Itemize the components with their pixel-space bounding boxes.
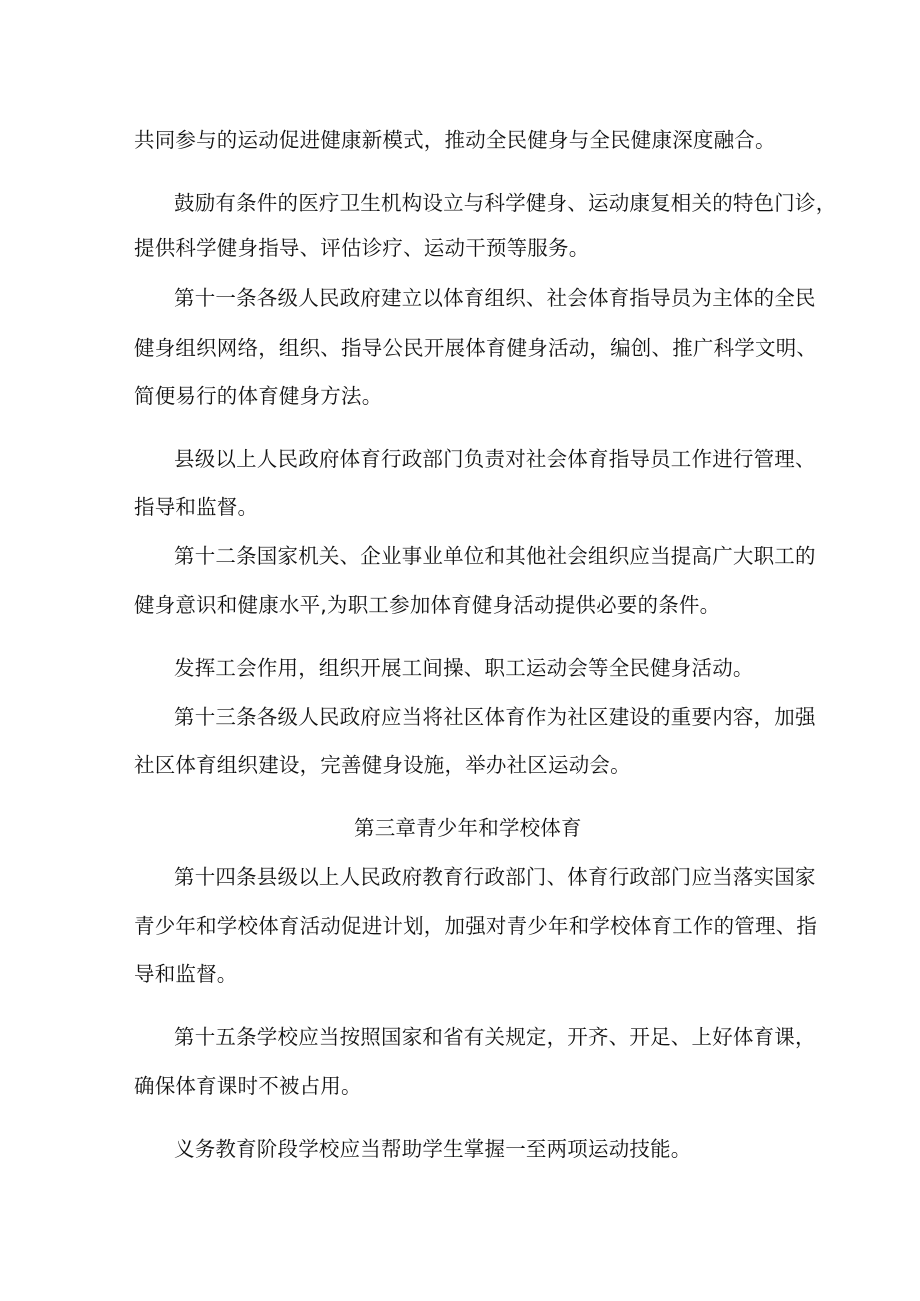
paragraph-line: 健身意识和健康水平,为职工参加体育健身活动提供必要的条件。 <box>134 593 721 617</box>
paragraph-line: 义务教育阶段学校应当帮助学生掌握一至两项运动技能。 <box>174 1137 692 1161</box>
paragraph-line: 确保体育课时不被占用。 <box>134 1074 362 1098</box>
paragraph-line: 指导和监督。 <box>134 495 259 519</box>
paragraph-line: 简便易行的体育健身方法。 <box>134 384 383 408</box>
paragraph-line: 导和监督。 <box>134 962 238 986</box>
paragraph-line: 提供科学健身指导、评估诊疗、运动干预等服务。 <box>134 236 590 260</box>
paragraph-line: 社区体育组织建设，完善健身设施，举办社区运动会。 <box>134 753 631 777</box>
paragraph-line: 鼓励有条件的医疗卫生机构设立与科学健身、运动康复相关的特色门诊， <box>174 191 837 215</box>
paragraph-line: 第十五条学校应当按照国家和省有关规定，开齐、开足、上好体育课， <box>174 1025 816 1049</box>
paragraph-line: 第十四条县级以上人民政府教育行政部门、体育行政部门应当落实国家 <box>174 865 816 889</box>
chapter-heading: 第三章青少年和学校体育 <box>354 816 582 840</box>
paragraph-line: 第十二条国家机关、企业事业单位和其他社会组织应当提高广大职工的 <box>174 544 816 568</box>
paragraph-line: 共同参与的运动促进健康新模式，推动全民健身与全民健康深度融合。 <box>134 128 776 152</box>
paragraph-line: 第十一条各级人民政府建立以体育组织、社会体育指导员为主体的全民 <box>174 286 816 310</box>
paragraph-line: 发挥工会作用，组织开展工间操、职工运动会等全民健身活动。 <box>174 656 754 680</box>
paragraph-line: 县级以上人民政府体育行政部门负责对社会体育指导员工作进行管理、 <box>174 447 816 471</box>
paragraph-line: 健身组织网络，组织、指导公民开展体育健身活动，编创、推广科学文明、 <box>134 336 818 360</box>
paragraph-line: 第十三条各级人民政府应当将社区体育作为社区建设的重要内容，加强 <box>174 705 816 729</box>
paragraph-line: 青少年和学校体育活动促进计划，加强对青少年和学校体育工作的管理、指 <box>134 914 818 938</box>
